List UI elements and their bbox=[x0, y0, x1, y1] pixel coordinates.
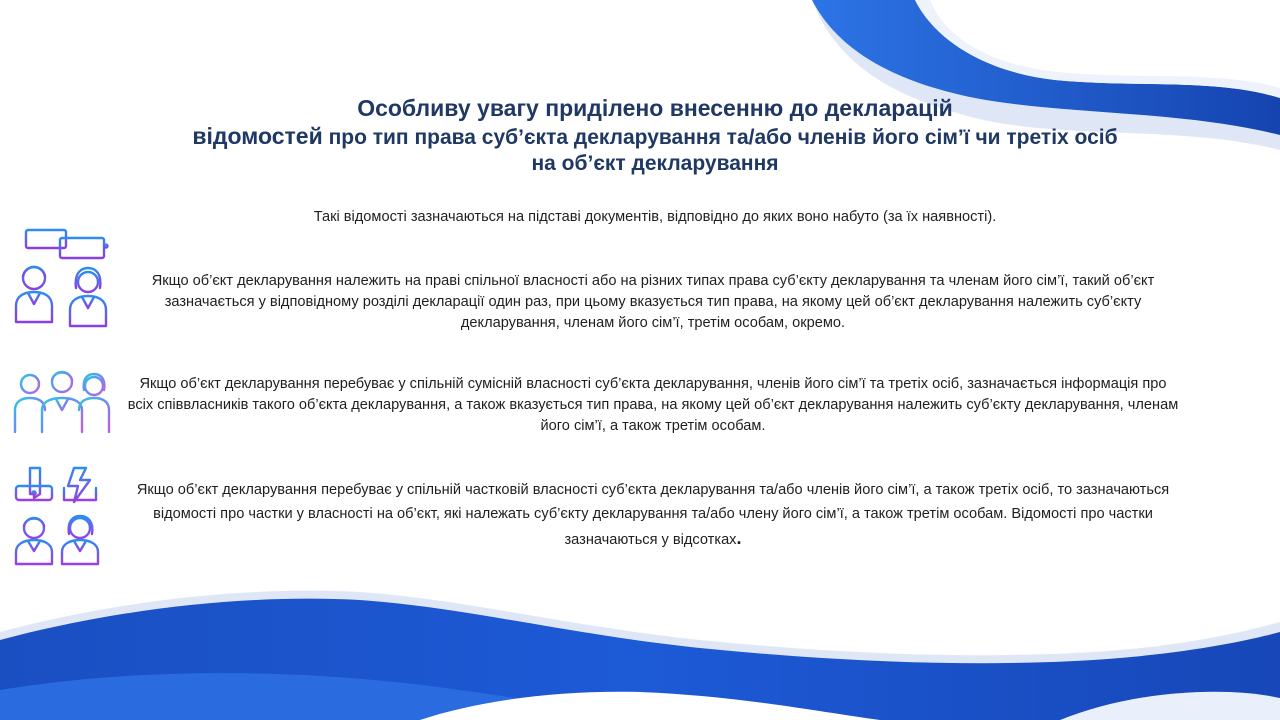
group-people-icon bbox=[12, 366, 112, 436]
people-alert-icon bbox=[12, 466, 104, 568]
title-line-2-rest: про тип права суб’єкта декларування та/або членів його сім’ї чи третіх осіб bbox=[322, 126, 1118, 150]
slide-title bbox=[100, 94, 1210, 176]
title-emphasis: відомостей bbox=[192, 123, 323, 150]
paragraph-shared-ownership-text: Якщо об’єкт декларування перебуває у спільній частковій власності суб’єкта декларування та/або членів його сім’ї, а також третіх осіб, то зазначаються відомості про частки у власності на об’єкт, які належать суб’єкту декларування та/або члену його сім’ї, а також третім особам. Відомості про частки зазначаються у відсотках bbox=[136, 482, 1170, 548]
title-line-1: Особливу увагу приділено внесенню до декларацій bbox=[357, 95, 953, 121]
paragraph-end-mark: . bbox=[736, 528, 742, 548]
intro-text: Такі відомості зазначаються на підставі документів, відповідно до яких воно набуто (за їх наявності). bbox=[313, 209, 997, 225]
title-line-3: на об’єкт декларування bbox=[531, 151, 779, 175]
paragraph-joint-common-ownership: Якщо об’єкт декларування перебуває у спільній сумісній власності суб’єкта декларування, членів його сім’ї та третіх осіб, зазначається інформація про всіх співвласників такого об’єкта декларування, а також вказується тип права, на якому цей об’єкт декларування належить суб’єкту декларування, членам його сім’ї, а також третім особам. bbox=[127, 376, 1179, 434]
paragraph-joint-ownership: Якщо об’єкт декларування належить на праві спільної власності або на різних типах права суб’єкту декларування та членам його сім’ї, такий об’єкт зазначається у відповідному розділі декларації один раз, при цьому вказується тип права, на якому цей об’єкт декларування належить суб’єкту декларування, членам його сім’ї, третім особам, окремо. bbox=[151, 273, 1155, 331]
people-chat-icon bbox=[12, 226, 112, 330]
paragraph-shared-ownership bbox=[112, 478, 1194, 552]
title-line-2 bbox=[100, 122, 1210, 151]
